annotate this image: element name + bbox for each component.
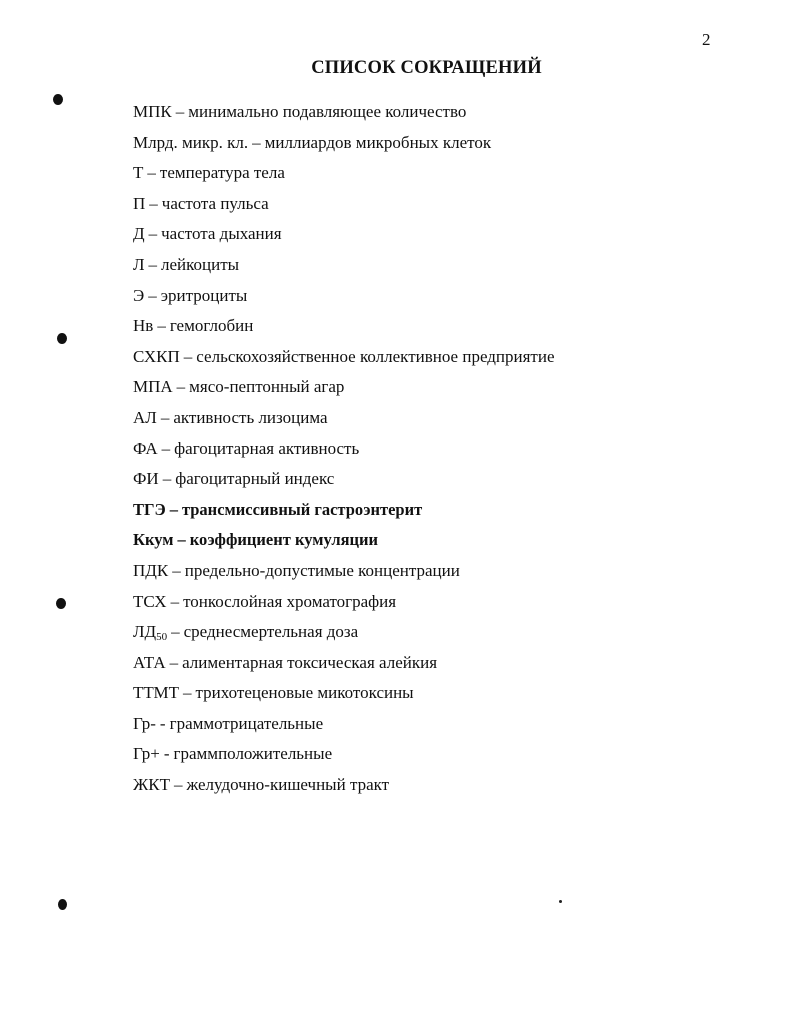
definition: лейкоциты — [161, 254, 240, 274]
abbreviation-entry — [133, 714, 555, 745]
separator: – — [157, 316, 166, 336]
abbreviation: Ккум — [133, 530, 174, 550]
definition: сельскохозяйственное коллективное предприятие — [196, 346, 555, 366]
abbreviation: Гр+ — [133, 744, 160, 764]
definition: граммотрицательные — [169, 713, 324, 733]
abbreviation-entry — [133, 163, 555, 194]
punch-hole-mark — [57, 333, 67, 344]
abbreviation-entry — [133, 255, 555, 286]
abbreviation-entry — [133, 530, 555, 561]
definition: фагоцитарный индекс — [175, 469, 335, 489]
abbreviation-entry — [133, 653, 555, 684]
abbreviation: Т — [133, 163, 144, 183]
abbreviation-entry — [133, 561, 555, 592]
definition: трихотеценовые микотоксины — [195, 683, 414, 703]
abbreviation-entry — [133, 102, 555, 133]
definition: трансмиссивный гастроэнтерит — [181, 499, 423, 519]
abbreviation: МПА — [133, 377, 173, 397]
separator: – — [148, 224, 158, 244]
separator: - — [159, 713, 166, 733]
abbreviation-entry — [133, 469, 555, 500]
separator: – — [177, 530, 186, 550]
definition: желудочно-кишечный тракт — [186, 775, 390, 795]
abbreviation-entry — [133, 622, 555, 653]
punch-hole-mark — [53, 94, 63, 105]
abbreviation-entry — [133, 592, 555, 623]
definition: фагоцитарная активность — [174, 438, 360, 458]
abbreviation: Млрд. микр. кл. — [133, 132, 249, 152]
definition: алиментарная токсическая алейкия — [182, 652, 438, 672]
separator: – — [169, 652, 179, 672]
separator: – — [252, 132, 261, 152]
abbreviation-entry — [133, 316, 555, 347]
separator: - — [163, 744, 170, 764]
separator: – — [172, 560, 181, 580]
abbreviation-entry — [133, 194, 555, 225]
separator: – — [147, 163, 156, 183]
definition: коэффициент кумуляции — [189, 530, 379, 550]
abbreviation: ФА — [133, 438, 158, 458]
abbreviation: Нв — [133, 316, 154, 336]
definition: среднесмертельная доза — [183, 622, 359, 642]
abbreviation: Л — [133, 254, 145, 274]
abbreviation-entry — [133, 683, 555, 714]
abbreviation: Гр- — [133, 713, 156, 733]
abbreviation: АЛ — [133, 407, 157, 427]
separator: – — [149, 193, 158, 213]
abbreviation: П — [133, 193, 146, 213]
abbreviation-entry — [133, 286, 555, 317]
abbreviation-entry — [133, 439, 555, 470]
separator: – — [148, 285, 157, 305]
separator: – — [161, 438, 171, 458]
definition: тонкослойная хроматография — [183, 591, 397, 611]
definition: эритроциты — [160, 285, 248, 305]
separator: – — [183, 683, 192, 703]
separator: – — [170, 591, 180, 611]
definition: предельно-допустимые концентрации — [184, 560, 460, 580]
abbreviation-entry — [133, 500, 555, 531]
scan-speck — [559, 900, 562, 903]
abbreviation-entry — [133, 775, 555, 806]
separator: – — [162, 469, 172, 489]
separator: – — [160, 407, 170, 427]
definition: миллиардов микробных клеток — [264, 132, 492, 152]
definition: частота дыхания — [161, 224, 282, 244]
abbreviation: Д — [133, 224, 145, 244]
subscript: 50 — [156, 631, 168, 644]
abbreviation-entry — [133, 224, 555, 255]
abbreviation: СХКП — [133, 346, 180, 366]
separator: – — [176, 377, 186, 397]
definition: гемоглобин — [169, 316, 254, 336]
separator: – — [173, 775, 183, 795]
abbreviation-entry — [133, 377, 555, 408]
abbreviation: АТА — [133, 652, 166, 672]
abbreviation-entry — [133, 408, 555, 439]
definition: частота пульса — [161, 193, 269, 213]
abbreviation: ЛД — [133, 622, 157, 642]
abbreviation: ПДК — [133, 560, 169, 580]
definition: граммположительные — [173, 744, 333, 764]
page-number: 2 — [702, 30, 711, 49]
separator: – — [148, 254, 158, 274]
definition: минимально подавляющее количество — [188, 102, 467, 121]
abbreviation-entry — [133, 744, 555, 775]
definition: активность лизоцима — [173, 407, 328, 427]
separator: – — [183, 346, 193, 366]
punch-hole-mark — [58, 899, 67, 910]
separator: – — [175, 102, 185, 121]
abbreviation: ТГЭ — [133, 499, 166, 519]
abbreviation: ФИ — [133, 469, 159, 489]
page-title: СПИСОК СОКРАЩЕНИЙ — [311, 58, 542, 78]
definition: температура тела — [159, 163, 285, 183]
abbreviation-list — [133, 102, 555, 806]
separator: – — [171, 622, 180, 642]
abbreviation: МПК — [133, 102, 172, 121]
abbreviation: Э — [133, 285, 145, 305]
abbreviation-entry — [133, 133, 555, 164]
abbreviation-entry — [133, 347, 555, 378]
abbreviation: ЖКТ — [133, 775, 170, 795]
punch-hole-mark — [56, 598, 66, 609]
definition: мясо-пептонный агар — [189, 377, 345, 397]
separator: – — [169, 499, 178, 519]
abbreviation: ТСХ — [133, 591, 167, 611]
abbreviation: ТТМТ — [133, 683, 180, 703]
